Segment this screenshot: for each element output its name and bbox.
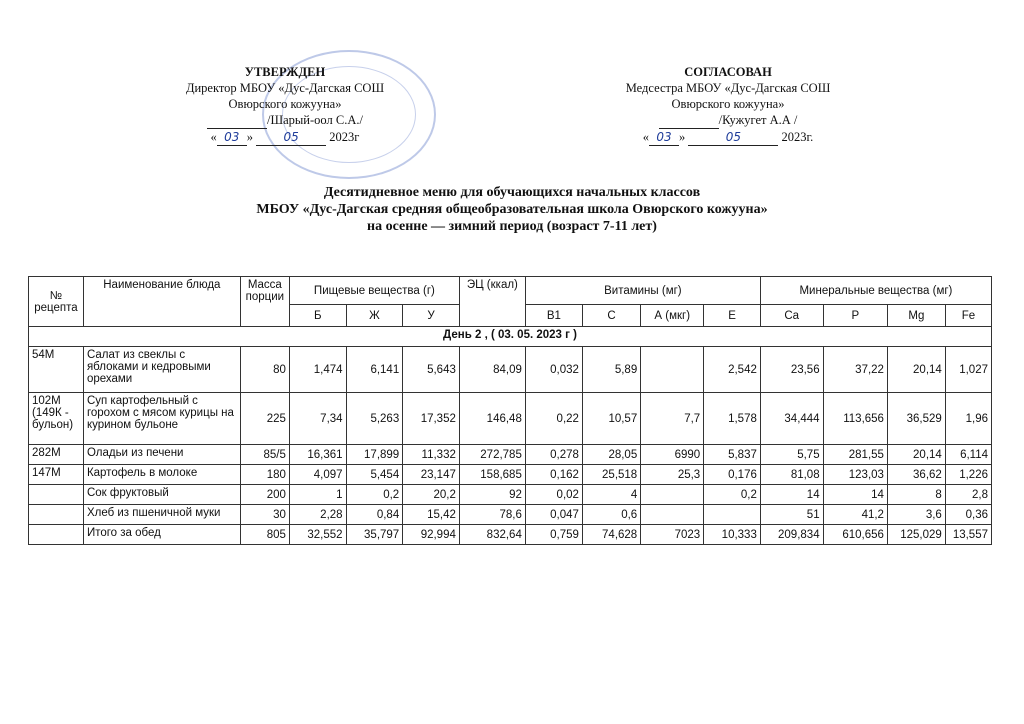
cell-mass: 180 (240, 465, 289, 485)
cell-mass: 85/5 (240, 445, 289, 465)
cell-dish-name: Хлеб из пшеничной муки (83, 505, 240, 525)
cell-recipe: 282М (29, 445, 84, 465)
cell-zh: 35,797 (346, 525, 403, 545)
cell-c: 10,57 (582, 393, 640, 445)
approval-line-1: Директор МБОУ «Дус-Дагская СОШ (185, 81, 385, 95)
table-header-row (29, 277, 992, 305)
cell-zh: 0,84 (346, 505, 403, 525)
cell-mass: 805 (240, 525, 289, 545)
header-mass: Масса порции (240, 277, 289, 327)
cell-ec: 92 (459, 485, 525, 505)
cell-zh: 0,2 (346, 485, 403, 505)
agreement-signature-name: /Кужугет А.А / (718, 113, 798, 127)
cell-fe: 0,36 (945, 505, 991, 525)
cell-c: 4 (582, 485, 640, 505)
cell-mg: 3,6 (887, 505, 945, 525)
table-row (29, 393, 992, 445)
cell-dish-name: Сок фруктовый (83, 485, 240, 505)
cell-b1: 0,162 (525, 465, 582, 485)
approval-signature-name: /Шарый-оол С.А./ (267, 113, 363, 127)
cell-u: 20,2 (403, 485, 460, 505)
cell-e: 0,2 (704, 485, 761, 505)
subheader-a: А (мкг) (641, 305, 704, 327)
cell-a: 7023 (641, 525, 704, 545)
cell-a (641, 347, 704, 393)
cell-mg: 8 (887, 485, 945, 505)
cell-fe: 2,8 (945, 485, 991, 505)
cell-ec: 146,48 (459, 393, 525, 445)
cell-p: 37,22 (823, 347, 887, 393)
cell-a (641, 505, 704, 525)
cell-ec: 78,6 (459, 505, 525, 525)
cell-c: 74,628 (582, 525, 640, 545)
cell-recipe (29, 505, 84, 525)
approval-line-2: Овюрского кожууна» (228, 97, 342, 111)
cell-u: 5,643 (403, 347, 460, 393)
subheader-u: У (403, 305, 460, 327)
cell-ca: 14 (760, 485, 823, 505)
cell-e: 2,542 (704, 347, 761, 393)
cell-zh: 5,454 (346, 465, 403, 485)
cell-mg: 125,029 (887, 525, 945, 545)
approval-block (160, 64, 410, 146)
cell-ec: 832,64 (459, 525, 525, 545)
cell-c: 5,89 (582, 347, 640, 393)
cell-ec: 158,685 (459, 465, 525, 485)
cell-dish-name: Оладьи из печени (83, 445, 240, 465)
signature-mark (207, 112, 267, 129)
signature-mark (659, 112, 719, 129)
approval-date: « 03 » 05 2023г (210, 130, 360, 144)
cell-dish-name: Суп картофельный с горохом с мясом курицы на курином бульоне (83, 393, 240, 445)
table-row (29, 485, 992, 505)
table-row (29, 525, 992, 545)
cell-b: 1,474 (289, 347, 346, 393)
subheader-ca: Ca (760, 305, 823, 327)
menu-table (28, 276, 992, 545)
agreement-heading: СОГЛАСОВАН (684, 65, 772, 79)
header-minerals: Минеральные вещества (мг) (760, 277, 991, 305)
cell-b: 7,34 (289, 393, 346, 445)
cell-p: 113,656 (823, 393, 887, 445)
agreement-block (598, 64, 858, 146)
cell-ca: 209,834 (760, 525, 823, 545)
cell-ca: 81,08 (760, 465, 823, 485)
cell-recipe: 102М (149К - бульон) (29, 393, 84, 445)
agreement-month: 05 (688, 129, 778, 146)
cell-a: 7,7 (641, 393, 704, 445)
subheader-fe: Fe (945, 305, 991, 327)
cell-recipe (29, 485, 84, 505)
cell-a: 25,3 (641, 465, 704, 485)
cell-ca: 51 (760, 505, 823, 525)
cell-ec: 272,785 (459, 445, 525, 465)
cell-mg: 20,14 (887, 347, 945, 393)
table-row (29, 505, 992, 525)
cell-p: 281,55 (823, 445, 887, 465)
agreement-signature-line (598, 112, 858, 129)
cell-b: 32,552 (289, 525, 346, 545)
cell-fe: 1,96 (945, 393, 991, 445)
approval-year: 2023г (329, 130, 360, 144)
agreement-date: « 03 » 05 2023г. (642, 130, 814, 144)
day-label: День 2 , ( 03. 05. 2023 г ) (29, 327, 992, 347)
cell-b: 1 (289, 485, 346, 505)
cell-ca: 34,444 (760, 393, 823, 445)
cell-p: 610,656 (823, 525, 887, 545)
cell-b1: 0,032 (525, 347, 582, 393)
cell-u: 15,42 (403, 505, 460, 525)
subheader-c: С (582, 305, 640, 327)
cell-c: 28,05 (582, 445, 640, 465)
approval-heading: УТВЕРЖДЕН (244, 65, 326, 79)
cell-dish-name: Салат из свеклы с яблоками и кедровыми орехами (83, 347, 240, 393)
header-energy: ЭЦ (ккал) (459, 277, 525, 327)
header-dish: Наименование блюда (83, 277, 240, 327)
table-row (29, 347, 992, 393)
agreement-line-1: Медсестра МБОУ «Дус-Дагская СОШ (625, 81, 831, 95)
subheader-e: Е (704, 305, 761, 327)
cell-dish-name: Картофель в молоке (83, 465, 240, 485)
cell-recipe: 147М (29, 465, 84, 485)
cell-e (704, 505, 761, 525)
cell-ec: 84,09 (459, 347, 525, 393)
cell-e: 1,578 (704, 393, 761, 445)
cell-zh: 5,263 (346, 393, 403, 445)
cell-mass: 30 (240, 505, 289, 525)
cell-mg: 36,62 (887, 465, 945, 485)
day-row (29, 327, 992, 347)
table-row (29, 445, 992, 465)
cell-u: 92,994 (403, 525, 460, 545)
subheader-mg: Mg (887, 305, 945, 327)
cell-mg: 36,529 (887, 393, 945, 445)
cell-ca: 23,56 (760, 347, 823, 393)
cell-p: 123,03 (823, 465, 887, 485)
cell-recipe: 54М (29, 347, 84, 393)
cell-p: 14 (823, 485, 887, 505)
cell-b1: 0,278 (525, 445, 582, 465)
cell-u: 11,332 (403, 445, 460, 465)
title-line-2: МБОУ «Дус-Дагская средняя общеобразовательная школа Овюрского кожууна» (256, 202, 768, 217)
cell-mass: 225 (240, 393, 289, 445)
cell-c: 0,6 (582, 505, 640, 525)
cell-a: 6990 (641, 445, 704, 465)
subheader-p: P (823, 305, 887, 327)
subheader-b: Б (289, 305, 346, 327)
cell-e: 0,176 (704, 465, 761, 485)
cell-b1: 0,759 (525, 525, 582, 545)
cell-fe: 1,027 (945, 347, 991, 393)
header-recipe: № рецепта (29, 277, 84, 327)
cell-b1: 0,047 (525, 505, 582, 525)
cell-mass: 200 (240, 485, 289, 505)
cell-mg: 20,14 (887, 445, 945, 465)
cell-u: 17,352 (403, 393, 460, 445)
cell-c: 25,518 (582, 465, 640, 485)
cell-b: 4,097 (289, 465, 346, 485)
cell-e: 5,837 (704, 445, 761, 465)
cell-e: 10,333 (704, 525, 761, 545)
cell-recipe (29, 525, 84, 545)
menu-rows (29, 347, 992, 545)
cell-b1: 0,22 (525, 393, 582, 445)
cell-b: 2,28 (289, 505, 346, 525)
approval-day: 03 (217, 129, 247, 146)
approval-signature-line (160, 112, 410, 129)
cell-mass: 80 (240, 347, 289, 393)
cell-zh: 6,141 (346, 347, 403, 393)
header-nutrients: Пищевые вещества (г) (289, 277, 459, 305)
subheader-zh: Ж (346, 305, 403, 327)
header-vitamins: Витамины (мг) (525, 277, 760, 305)
title-line-3: на осенне — зимний период (возраст 7-11 лет) (367, 219, 657, 234)
cell-u: 23,147 (403, 465, 460, 485)
cell-fe: 6,114 (945, 445, 991, 465)
cell-ca: 5,75 (760, 445, 823, 465)
cell-dish-name: Итого за обед (83, 525, 240, 545)
cell-b1: 0,02 (525, 485, 582, 505)
agreement-day: 03 (649, 129, 679, 146)
subheader-b1: В1 (525, 305, 582, 327)
agreement-year: 2023г. (781, 130, 814, 144)
cell-p: 41,2 (823, 505, 887, 525)
document-title (0, 184, 1024, 235)
cell-fe: 1,226 (945, 465, 991, 485)
agreement-line-2: Овюрского кожууна» (671, 97, 785, 111)
cell-b: 16,361 (289, 445, 346, 465)
cell-zh: 17,899 (346, 445, 403, 465)
title-line-1: Десятидневное меню для обучающихся начальных классов (323, 185, 701, 200)
table-row (29, 465, 992, 485)
cell-fe: 13,557 (945, 525, 991, 545)
cell-a (641, 485, 704, 505)
approval-month: 05 (256, 129, 326, 146)
